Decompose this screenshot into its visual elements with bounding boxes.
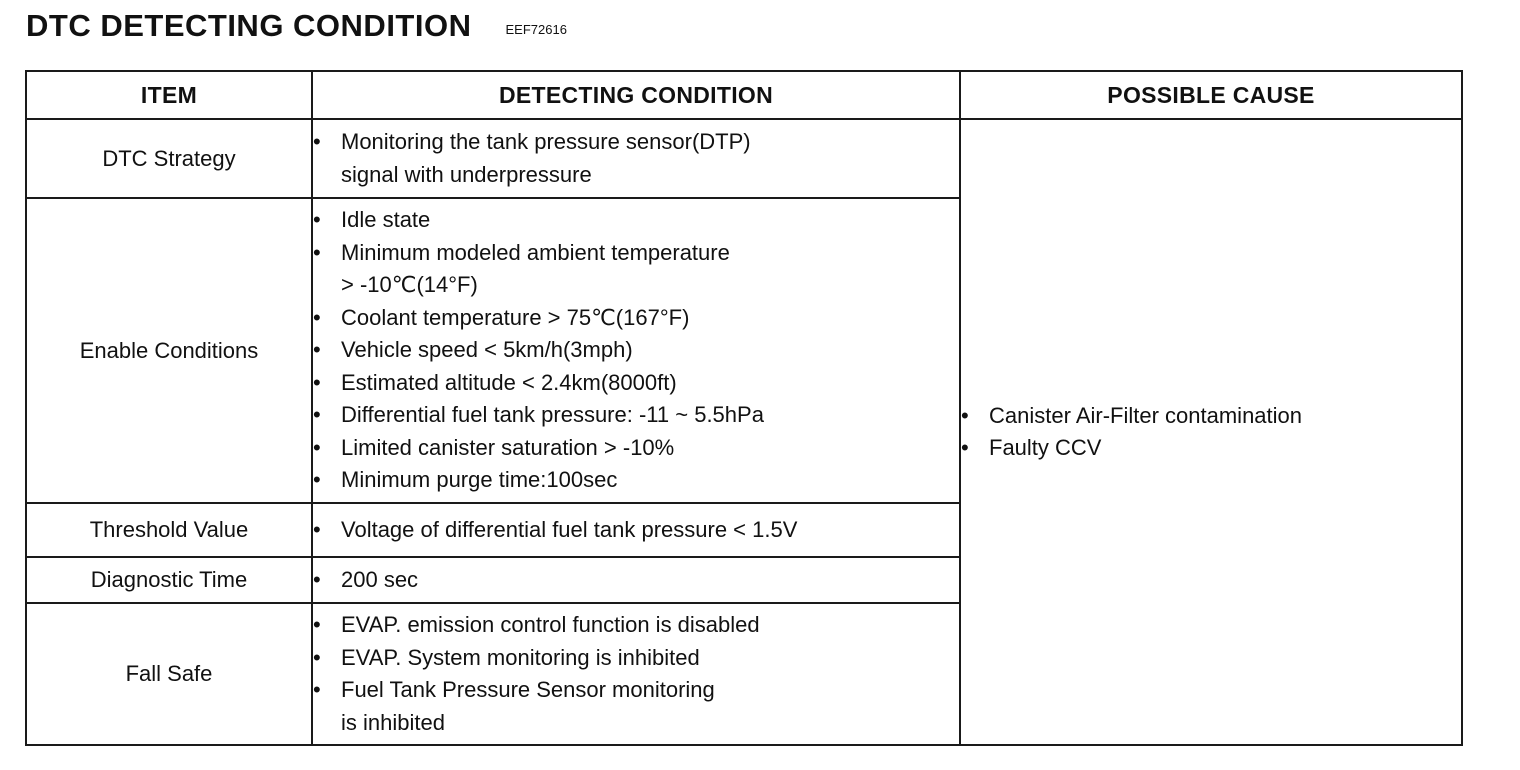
condition-cell — [312, 603, 960, 745]
condition-cell — [312, 557, 960, 603]
list-item: • Fuel Tank Pressure Sensor monitoring is inhibited — [313, 674, 959, 739]
condition-list — [313, 514, 959, 547]
column-header-item: ITEM — [26, 71, 312, 119]
row-item-threshold-value: Threshold Value — [26, 503, 312, 557]
dtc-table — [25, 70, 1463, 746]
condition-cell — [312, 198, 960, 503]
condition-list — [313, 564, 959, 597]
list-item: • Minimum purge time:100sec — [313, 464, 959, 497]
table-header-row — [26, 71, 1462, 119]
page-title: DTC DETECTING CONDITION — [26, 8, 472, 43]
list-item: • Canister Air-Filter contamination — [961, 400, 1461, 433]
list-item: • Idle state — [313, 204, 959, 237]
list-item: • Limited canister saturation > -10% — [313, 432, 959, 465]
condition-list — [313, 126, 959, 191]
row-item-diagnostic-time: Diagnostic Time — [26, 557, 312, 603]
list-item: • Minimum modeled ambient temperature > -10℃(14°F) — [313, 237, 959, 302]
column-header-possible-cause: POSSIBLE CAUSE — [960, 71, 1462, 119]
possible-cause-list — [961, 400, 1461, 465]
row-item-fall-safe: Fall Safe — [26, 603, 312, 745]
list-item: • Voltage of differential fuel tank pressure < 1.5V — [313, 514, 959, 547]
possible-cause-cell — [960, 119, 1462, 745]
row-item-dtc-strategy: DTC Strategy — [26, 119, 312, 198]
list-item: • Coolant temperature > 75℃(167°F) — [313, 302, 959, 335]
condition-list — [313, 609, 959, 739]
list-item: • Estimated altitude < 2.4km(8000ft) — [313, 367, 959, 400]
list-item: • EVAP. emission control function is disabled — [313, 609, 959, 642]
page-heading — [26, 8, 567, 44]
condition-list — [313, 204, 959, 497]
list-item: • Differential fuel tank pressure: -11 ~ 5.5hPa — [313, 399, 959, 432]
list-item: • Monitoring the tank pressure sensor(DTP) signal with underpressure — [313, 126, 959, 191]
condition-cell — [312, 503, 960, 557]
list-item: • EVAP. System monitoring is inhibited — [313, 642, 959, 675]
condition-cell — [312, 119, 960, 198]
list-item: • Vehicle speed < 5km/h(3mph) — [313, 334, 959, 367]
list-item: • Faulty CCV — [961, 432, 1461, 465]
row-item-enable-conditions: Enable Conditions — [26, 198, 312, 503]
list-item: • 200 sec — [313, 564, 959, 597]
column-header-detecting-condition: DETECTING CONDITION — [312, 71, 960, 119]
table-row — [26, 119, 1462, 198]
document-code: EEF72616 — [505, 22, 567, 37]
